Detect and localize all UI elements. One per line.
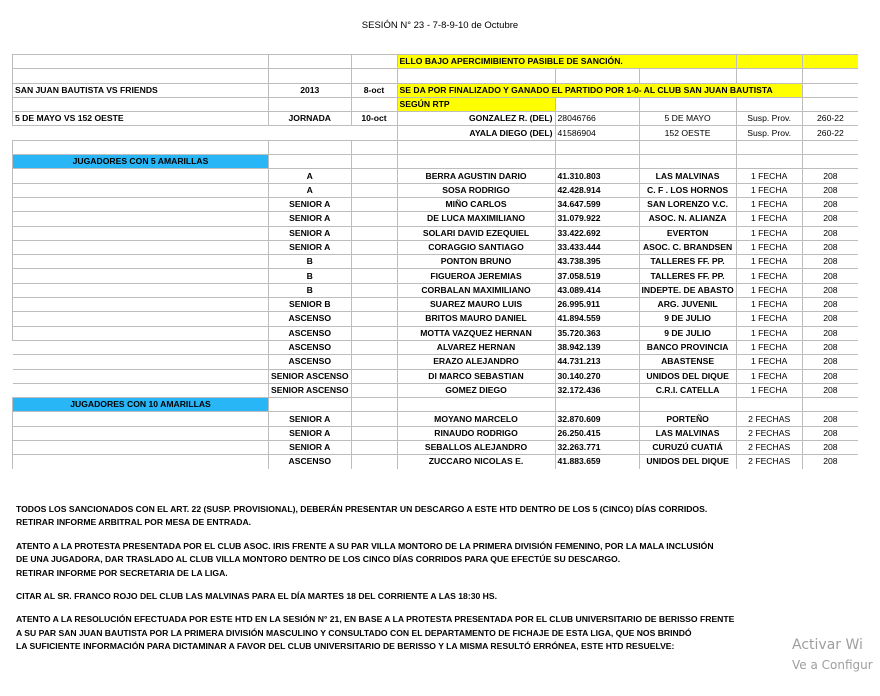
player-article: 208 [802, 369, 858, 383]
player-name: BERRA AGUSTIN DARIO [397, 169, 555, 183]
blank-cell [13, 455, 269, 469]
player-row [13, 226, 859, 240]
player-category: A [269, 169, 352, 183]
player-doc: 33.422.692 [555, 226, 639, 240]
player-name: CORAGGIO SANTIAGO [397, 240, 555, 254]
match-row [13, 112, 859, 126]
player-sanction: 1 FECHA [736, 383, 802, 397]
match-row-cont [13, 97, 859, 111]
player-name: ALVAREZ HERNAN [397, 340, 555, 354]
player-row [13, 212, 859, 226]
player-doc: 42.428.914 [555, 183, 639, 197]
player-row [13, 455, 859, 469]
player-row [13, 326, 859, 340]
player-club: ASOC. C. BRANDSEN [639, 240, 736, 254]
player-name: ZUCCARO NICOLAS E. [397, 455, 555, 469]
blank-cell [13, 412, 269, 426]
player-name: SOLARI DAVID EZEQUIEL [397, 226, 555, 240]
blank-cell [351, 455, 397, 469]
blank-cell [351, 326, 397, 340]
player-sanction: Susp. Prov. [736, 112, 802, 126]
player-sanction: 1 FECHA [736, 212, 802, 226]
blank-cell [13, 169, 269, 183]
blank-cell [13, 441, 269, 455]
player-name: MIÑO CARLOS [397, 197, 555, 211]
blank-cell [351, 226, 397, 240]
player-name: RINAUDO RODRIGO [397, 426, 555, 440]
player-sanction: 1 FECHA [736, 197, 802, 211]
player-club: C. F . LOS HORNOS [639, 183, 736, 197]
player-club: PORTEÑO [639, 412, 736, 426]
player-doc: 32.263.771 [555, 441, 639, 455]
player-name: AYALA DIEGO (DEL) [397, 126, 555, 140]
player-name: SEBALLOS ALEJANDRO [397, 441, 555, 455]
match-year: 2013 [269, 83, 352, 97]
player-row [13, 169, 859, 183]
player-article: 208 [802, 240, 858, 254]
player-row [13, 426, 859, 440]
player-doc: 44.731.213 [555, 355, 639, 369]
match-date: 8-oct [351, 83, 397, 97]
player-sanction: 1 FECHA [736, 369, 802, 383]
blank-cell [13, 255, 269, 269]
blank-cell [351, 298, 397, 312]
player-category: SENIOR A [269, 212, 352, 226]
player-doc: 32.172.436 [555, 383, 639, 397]
player-name: BRITOS MAURO DANIEL [397, 312, 555, 326]
player-name: GOMEZ DIEGO [397, 383, 555, 397]
player-row [13, 240, 859, 254]
blank-cell [351, 441, 397, 455]
spacer-row [13, 140, 859, 154]
watermark-line: Activar Wi [792, 637, 863, 653]
player-row [13, 340, 859, 354]
blank-cell [351, 355, 397, 369]
player-doc: 41586904 [555, 126, 639, 140]
section-heading: JUGADORES CON 10 AMARILLAS [13, 398, 269, 412]
player-sanction: 2 FECHAS [736, 412, 802, 426]
player-article: 208 [802, 383, 858, 397]
player-article: 208 [802, 426, 858, 440]
windows-activation-watermark [792, 635, 873, 675]
blank-cell [13, 326, 269, 340]
player-category: SENIOR ASCENSO [269, 383, 352, 397]
player-row [13, 298, 859, 312]
player-sanction: 1 FECHA [736, 326, 802, 340]
blank-cell [13, 340, 269, 354]
player-club: ASOC. N. ALIANZA [639, 212, 736, 226]
player-sanction: 1 FECHA [736, 183, 802, 197]
blank-cell [351, 283, 397, 297]
player-row [13, 255, 859, 269]
player-club: UNIDOS DEL DIQUE [639, 455, 736, 469]
blank-cell [13, 212, 269, 226]
player-category: ASCENSO [269, 312, 352, 326]
player-club: BANCO PROVINCIA [639, 340, 736, 354]
player-article: 260-22 [802, 126, 858, 140]
blank-cell [13, 283, 269, 297]
player-row [13, 355, 859, 369]
match-date: 10-oct [351, 112, 397, 126]
player-category: ASCENSO [269, 326, 352, 340]
player-name: DE LUCA MAXIMILIANO [397, 212, 555, 226]
match-ruling-cont: SEGÚN RTP [397, 97, 555, 111]
player-article: 208 [802, 312, 858, 326]
watermark-line: Ve a Configur [792, 658, 873, 672]
player-article: 260-22 [802, 112, 858, 126]
note-paragraph: ATENTO A LA RESOLUCIÓN EFECTUADA POR ESTE HTD EN LA SESIÓN N° 21, EN BASE A LA PROTESTA PRESENTADA POR EL CLUB UNIVERSITARIO DE BERISSO FRENTE A SU PAR SAN JUAN BAUTISTA POR LA PRIMERA DIVISIÓN MASCULINO Y CONSULTADO CON EL DEPARTAMENTO DE FICHAJE DE ESTA LIGA, QUE NOS BRINDÓ LA SUFICIENTE INFORMACIÓN PARA DICTAMINAR A FAVOR DEL CLUB UNIVERSITARIO DE BERISSO Y LA MISMA RESULTÓ ERRÓNEA, ESTE HTD RESUELVE: [16, 614, 735, 652]
player-sanction: 2 FECHAS [736, 455, 802, 469]
player-name: CORBALAN MAXIMILIANO [397, 283, 555, 297]
player-category: SENIOR A [269, 441, 352, 455]
player-name: DI MARCO SEBASTIAN [397, 369, 555, 383]
player-club: INDEPTE. DE ABASTO [639, 283, 736, 297]
blank-cell [13, 383, 269, 397]
player-row [13, 441, 859, 455]
player-article: 208 [802, 455, 858, 469]
player-doc: 32.870.609 [555, 412, 639, 426]
player-sanction: Susp. Prov. [736, 126, 802, 140]
player-doc: 41.883.659 [555, 455, 639, 469]
note-paragraph: TODOS LOS SANCIONADOS CON EL ART. 22 (SUSP. PROVISIONAL), DEBERÁN PRESENTAR UN DESCARGO A ESTE HTD DENTRO DE LOS 5 (CINCO) DÍAS CORRIDOS. RETIRAR INFORME ARBITRAL POR MESA DE ENTRADA. [16, 504, 708, 528]
player-article: 208 [802, 269, 858, 283]
blank-cell [351, 412, 397, 426]
blank-cell [13, 426, 269, 440]
player-sanction: 1 FECHA [736, 355, 802, 369]
player-doc: 34.647.599 [555, 197, 639, 211]
player-name: SUAREZ MAURO LUIS [397, 298, 555, 312]
notice-row [13, 55, 859, 69]
blank-cell [13, 369, 269, 383]
blank-cell [13, 183, 269, 197]
player-category: SENIOR ASCENSO [269, 369, 352, 383]
player-article: 208 [802, 226, 858, 240]
player-row [13, 312, 859, 326]
player-club: C.R.I. CATELLA [639, 383, 736, 397]
player-doc: 28046766 [555, 112, 639, 126]
player-club: ARG. JUVENIL [639, 298, 736, 312]
player-category: A [269, 183, 352, 197]
player-article: 208 [802, 412, 858, 426]
player-article: 208 [802, 441, 858, 455]
player-sanction: 1 FECHA [736, 340, 802, 354]
match-row [13, 83, 859, 97]
player-category: SENIOR A [269, 426, 352, 440]
sanctions-table [12, 54, 858, 469]
blank-cell [351, 340, 397, 354]
player-club: LAS MALVINAS [639, 169, 736, 183]
player-article: 208 [802, 255, 858, 269]
section-10-rows [13, 412, 859, 469]
match-name: 5 DE MAYO VS 152 OESTE [13, 112, 269, 126]
blank-cell [351, 383, 397, 397]
player-doc: 26.995.911 [555, 298, 639, 312]
blank-cell [351, 169, 397, 183]
player-sanction: 2 FECHAS [736, 426, 802, 440]
blank-cell [351, 255, 397, 269]
player-doc: 38.942.139 [555, 340, 639, 354]
blank-cell [351, 369, 397, 383]
player-category: SENIOR A [269, 240, 352, 254]
player-doc: 31.079.922 [555, 212, 639, 226]
player-sanction: 1 FECHA [736, 298, 802, 312]
player-category: SENIOR A [269, 226, 352, 240]
blank-cell [351, 312, 397, 326]
section-heading-row [13, 398, 859, 412]
player-sanction: 2 FECHAS [736, 441, 802, 455]
player-sanction: 1 FECHA [736, 269, 802, 283]
player-doc: 43.089.414 [555, 283, 639, 297]
player-row [13, 197, 859, 211]
blank-cell [351, 212, 397, 226]
player-doc: 43.738.395 [555, 255, 639, 269]
match-ruling: SE DA POR FINALIZADO Y GANADO EL PARTIDO POR 1-0- AL CLUB SAN JUAN BAUTISTA [397, 83, 802, 97]
player-article: 208 [802, 169, 858, 183]
player-sanction: 1 FECHA [736, 283, 802, 297]
player-doc: 41.894.559 [555, 312, 639, 326]
section-heading-row [13, 155, 859, 169]
player-name: ERAZO ALEJANDRO [397, 355, 555, 369]
player-category: B [269, 255, 352, 269]
player-category: B [269, 283, 352, 297]
player-article: 208 [802, 283, 858, 297]
section-heading: JUGADORES CON 5 AMARILLAS [13, 155, 269, 169]
player-sanction: 1 FECHA [736, 169, 802, 183]
notice-text: ELLO BAJO APERCIMIBIENTO PASIBLE DE SANCIÓN. [397, 55, 736, 69]
player-club: 9 DE JULIO [639, 312, 736, 326]
player-name: MOTTA VAZQUEZ HERNAN [397, 326, 555, 340]
player-article: 208 [802, 326, 858, 340]
player-club: CURUZÚ CUATIÁ [639, 441, 736, 455]
player-club: LAS MALVINAS [639, 426, 736, 440]
player-row [13, 383, 859, 397]
player-name: MOYANO MARCELO [397, 412, 555, 426]
player-club: TALLERES FF. PP. [639, 269, 736, 283]
player-club: UNIDOS DEL DIQUE [639, 369, 736, 383]
match-category: JORNADA [269, 112, 352, 126]
note-paragraph: ATENTO A LA PROTESTA PRESENTADA POR EL CLUB ASOC. IRIS FRENTE A SU PAR VILLA MONTORO DE LA PRIMERA DIVISIÓN FEMENINO, POR LA MALA INCLUSIÓN DE UNA JUGADORA, DAR TRASLADO AL CLUB VILLA MONTORO DENTRO DE LOS CINCO DÍAS CORRIDOS PARA QUE EFECTÚE SU DESCARGO. RETIRAR INFORME POR SECRETARIA DE LA LIGA. [16, 540, 714, 578]
note-paragraph: CITAR AL SR. FRANCO ROJO DEL CLUB LAS MALVINAS PARA EL DÍA MARTES 18 DEL CORRIENTE A LAS 18:30 HS. [16, 591, 497, 602]
player-sanction: 1 FECHA [736, 312, 802, 326]
blank-cell [351, 183, 397, 197]
blank-cell [351, 240, 397, 254]
player-name: PONTON BRUNO [397, 255, 555, 269]
player-name: SOSA RODRIGO [397, 183, 555, 197]
section-5-rows [13, 169, 859, 398]
player-category: SENIOR B [269, 298, 352, 312]
blank-cell [13, 312, 269, 326]
player-doc: 30.140.270 [555, 369, 639, 383]
player-row [13, 369, 859, 383]
blank-cell [351, 269, 397, 283]
blank-cell [13, 240, 269, 254]
player-doc: 41.310.803 [555, 169, 639, 183]
player-row [13, 269, 859, 283]
player-category: ASCENSO [269, 355, 352, 369]
player-sanction: 1 FECHA [736, 240, 802, 254]
player-category: ASCENSO [269, 340, 352, 354]
blank-cell [13, 197, 269, 211]
player-category: SENIOR A [269, 412, 352, 426]
player-row [13, 283, 859, 297]
player-name: FIGUEROA JEREMIAS [397, 269, 555, 283]
player-club: EVERTON [639, 226, 736, 240]
player-article: 208 [802, 212, 858, 226]
notes-block [16, 503, 866, 664]
player-sanction: 1 FECHA [736, 226, 802, 240]
player-doc: 26.250.415 [555, 426, 639, 440]
player-club: 152 OESTE [639, 126, 736, 140]
player-article: 208 [802, 340, 858, 354]
blank-cell [13, 355, 269, 369]
blank-cell [351, 426, 397, 440]
blank-cell [13, 298, 269, 312]
player-club: SAN LORENZO V.C. [639, 197, 736, 211]
blank-cell [13, 226, 269, 240]
player-doc: 33.433.444 [555, 240, 639, 254]
player-name: GONZALEZ R. (DEL) [397, 112, 555, 126]
blank-cell [351, 197, 397, 211]
player-category: SENIOR A [269, 197, 352, 211]
player-category: B [269, 269, 352, 283]
match-name: SAN JUAN BAUTISTA VS FRIENDS [13, 83, 269, 97]
player-club: 5 DE MAYO [639, 112, 736, 126]
player-article: 208 [802, 183, 858, 197]
player-sanction: 1 FECHA [736, 255, 802, 269]
player-category: ASCENSO [269, 455, 352, 469]
session-title: SESIÓN N° 23 - 7-8-9-10 de Octubre [361, 20, 519, 31]
player-doc: 35.720.363 [555, 326, 639, 340]
blank-cell [13, 269, 269, 283]
player-row [13, 412, 859, 426]
spacer-row [13, 69, 859, 83]
player-doc: 37.058.519 [555, 269, 639, 283]
player-article: 208 [802, 197, 858, 211]
match-row [13, 126, 859, 140]
player-club: TALLERES FF. PP. [639, 255, 736, 269]
player-article: 208 [802, 298, 858, 312]
player-club: ABASTENSE [639, 355, 736, 369]
player-row [13, 183, 859, 197]
player-club: 9 DE JULIO [639, 326, 736, 340]
player-article: 208 [802, 355, 858, 369]
